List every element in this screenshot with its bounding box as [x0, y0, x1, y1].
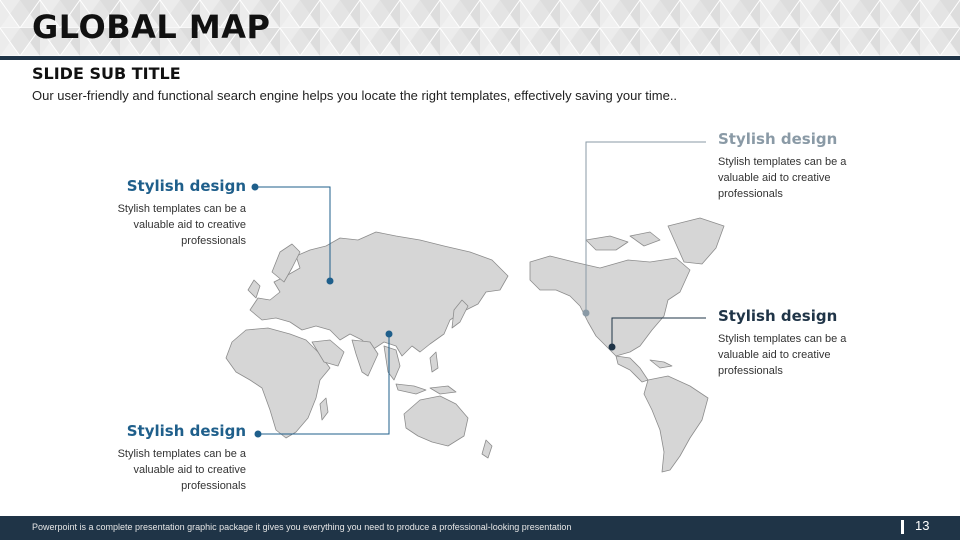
madagascar	[320, 398, 328, 420]
callout-1	[76, 177, 246, 249]
slide-title: GLOBAL MAP	[32, 8, 271, 46]
callout-1-title: Stylish design	[126, 177, 246, 195]
indonesia	[396, 384, 426, 394]
caribbean	[650, 360, 672, 368]
callout-2-text: Stylish templates can be a valuable aid to creative professionals	[117, 448, 246, 492]
australia	[404, 396, 468, 446]
marker-dot-1a	[252, 184, 259, 191]
callout-2	[76, 422, 246, 494]
callout-4-text: Stylish templates can be a valuable aid to creative professionals	[718, 333, 847, 377]
callout-3-title: Stylish design	[718, 130, 838, 148]
footer-text: Powerpoint is a complete presentation graphic package it gives you everything you need to produce a professional-looking presentation	[32, 522, 572, 532]
arctic-islands-2	[630, 232, 660, 246]
callout-2-title: Stylish design	[126, 422, 246, 440]
indonesia-east	[430, 386, 456, 394]
marker-dot-4	[609, 344, 616, 351]
callout-1-text: Stylish templates can be a valuable aid to creative professionals	[117, 203, 246, 247]
marker-dot-2a	[255, 431, 262, 438]
south-america	[644, 376, 708, 472]
callout-3-text: Stylish templates can be a valuable aid to creative professionals	[718, 156, 847, 200]
marker-dot-3	[583, 310, 590, 317]
callout-4-title: Stylish design	[718, 307, 838, 325]
footer-bar	[0, 516, 960, 540]
page-number: 13	[915, 518, 930, 533]
british-isles	[248, 280, 260, 298]
slide-subtitle: SLIDE SUB TITLE	[32, 64, 181, 83]
page-number-divider	[901, 520, 904, 534]
new-zealand	[482, 440, 492, 458]
philippines	[430, 352, 438, 372]
arctic-islands	[586, 236, 628, 250]
marker-dot-2b	[386, 331, 393, 338]
greenland	[668, 218, 724, 264]
central-america	[616, 356, 648, 382]
marker-dot-1b	[327, 278, 334, 285]
north-america	[530, 256, 690, 356]
callout-3	[718, 130, 888, 202]
callout-4	[718, 307, 888, 379]
southeast-asia	[384, 346, 400, 380]
slide-description: Our user-friendly and functional search engine helps you locate the right templates, effectively saving your time..	[32, 88, 678, 103]
